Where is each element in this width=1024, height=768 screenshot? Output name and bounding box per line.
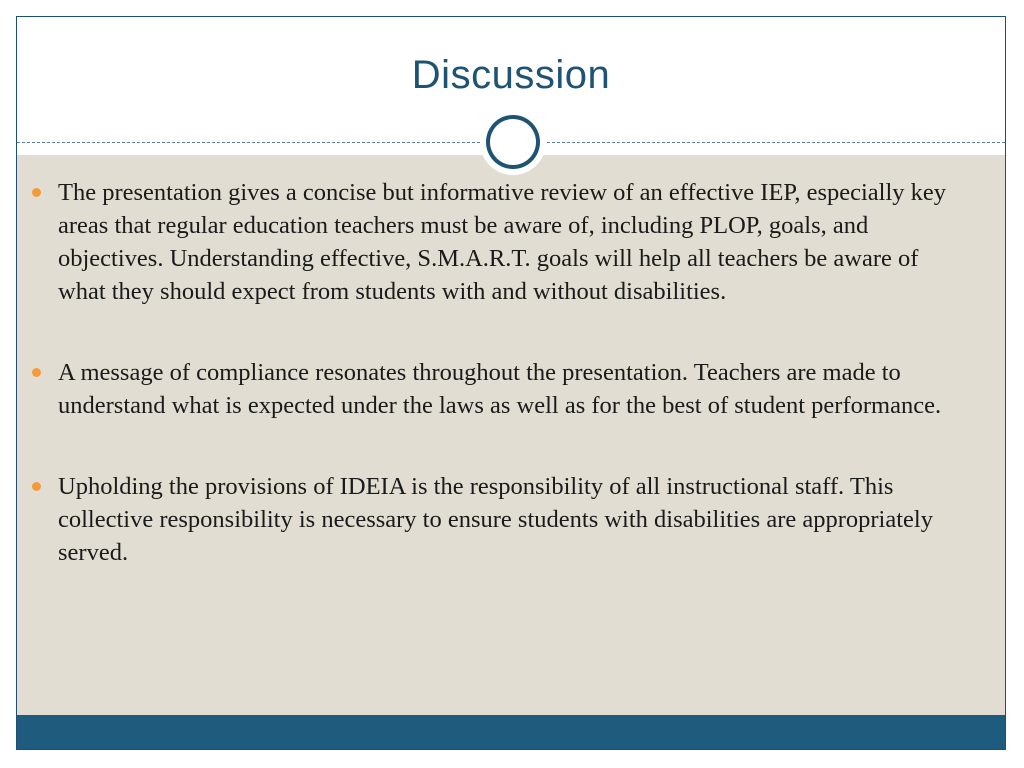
bullet-item: [58, 470, 970, 569]
bullet-item: [58, 176, 970, 308]
bullet-dot-icon: [32, 188, 41, 197]
bullet-list: [58, 176, 970, 617]
bullet-text: A message of compliance resonates throughout the presentation. Teachers are made to understand what is expected under the laws as well as for the best of student performance.: [58, 359, 942, 419]
bullet-dot-icon: [32, 482, 41, 491]
bullet-dot-icon: [32, 368, 41, 377]
footer-bar: [17, 715, 1005, 750]
bullet-text: The presentation gives a concise but informative review of an effective IEP, especially key areas that regular education teachers must be aware of, including PLOP, goals, and objectives. Understanding effective, S.M.A.R.T. goals will help all teachers be aware of what they should expect from students with and without disabilities.: [58, 179, 947, 305]
bullet-text: Upholding the provisions of IDEIA is the responsibility of all instructional staff. This collective responsibility is necessary to ensure students with disabilities are appropriately served.: [58, 473, 933, 566]
slide-title: Discussion: [411, 53, 611, 97]
circle-ornament-center: [490, 119, 536, 165]
bullet-item: [58, 356, 970, 422]
